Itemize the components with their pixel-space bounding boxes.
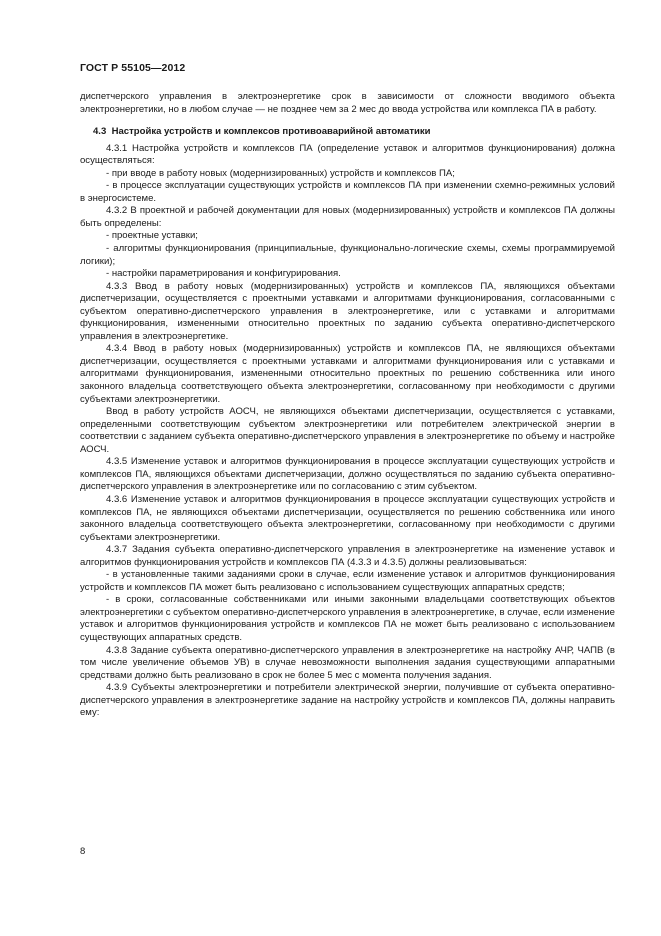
- paragraph-4-3-2: 4.3.2 В проектной и рабочей документации для новых (модернизированных) устройств и комплексов ПА должны быть определены:: [80, 205, 615, 229]
- list-item: - в сроки, согласованные собственниками или иными законными владельцами соответствующих объектов электроэнергетики с субъектом оперативно-диспетчерского управления в электроэнергетике, в случае, если изменение уставок и алгоритмов функционирования устройств и комплексов ПА не может быть реализовано с использованием существующих аппаратных средств.: [80, 594, 615, 643]
- section-heading: [80, 126, 615, 139]
- paragraph-4-3-6: 4.3.6 Изменение уставок и алгоритмов функционирования в процессе эксплуатации существующих устройств и комплексов ПА, не являющихся объектами диспетчеризации, осуществляется по решению собственника или иного законного владельца соответствующего объекта электроэнергетики, согласованному при необходимости с другими субъектами электроэнергетики.: [80, 493, 615, 543]
- paragraph-aosch: Ввод в работу устройств АОСЧ, не являющихся объектами диспетчеризации, осуществляется с уставками, определенными соответствующим субъектом электроэнергетики или потребителем электрической энергии в соответствии с заданием субъекта оперативно-диспетчерского управления в электроэнергетике по объему и настройке АОСЧ.: [80, 406, 615, 455]
- section-number: 4.3: [93, 126, 107, 138]
- list-4-3-7: [80, 569, 615, 644]
- continuation-paragraph: диспетчерского управления в электроэнергетике срок в зависимости от сложности вводимого объекта электроэнергетики, но в любом случае — не позднее чем за 2 мес до ввода устройства или комплекса ПА в работу.: [80, 91, 615, 115]
- list-item: - при вводе в работу новых (модернизированных) устройств и комплексов ПА;: [106, 167, 455, 179]
- paragraph-4-3-9: 4.3.9 Субъекты электроэнергетики и потребители электрической энергии, получившие от субъекта оперативно-диспетчерского управления в электроэнергетике задание на настройку устройств и комплексов ПА, должны направить ему:: [80, 682, 615, 719]
- paragraph-4-3-8: 4.3.8 Задание субъекта оперативно-диспетчерского управления в электроэнергетике на настройку АЧР, ЧАПВ (в том числе увеличение объемов УВ) в случае невозможности выполнения задания существующими аппаратными средствами должно быть реализовано в срок не более 5 мес с момента получения задания.: [80, 644, 615, 681]
- section-title: Настройка устройств и комплексов противоаварийной автоматики: [111, 126, 431, 138]
- list-item: - в установленные такими заданиями сроки в случае, если изменение уставок и алгоритмов функционирования устройств и комплексов ПА может быть реализовано с использованием существующих аппаратных средств;: [80, 569, 615, 593]
- list-4-3-2: [80, 230, 615, 280]
- list-item: - настройки параметрирования и конфигурирования.: [106, 268, 341, 280]
- list-item: - в процессе эксплуатации существующих устройств и комплексов ПА при изменении схемно-режимных условий в энергосистеме.: [80, 180, 615, 204]
- page-number: 8: [80, 846, 86, 857]
- paragraph-4-3-4: 4.3.4 Ввод в работу новых (модернизированных) устройств и комплексов ПА, не являющихся объектами диспетчеризации, осуществляется с проектными уставками и алгоритмами функционирования или с уставками и алгоритмами функционирования, измененными относительно проектных по решению собственника или иного законного владельца соответствующего объекта электроэнергетики, согласованному при необходимости с другими субъектами электроэнергетики.: [80, 343, 615, 405]
- paragraph-4-3-5: 4.3.5 Изменение уставок и алгоритмов функционирования в процессе эксплуатации существующих устройств и комплексов ПА, являющихся объектами диспетчеризации, должно осуществляться по заданию субъекта оперативно-диспетчерского управления в электроэнергетике или по согласованию с этим субъектом.: [80, 456, 615, 493]
- paragraph-4-3-3: 4.3.3 Ввод в работу новых (модернизированных) устройств и комплексов ПА, являющихся объектами диспетчеризации, осуществляется с проектными уставками и алгоритмами функционирования, согласованными с субъектом оперативно-диспетчерского управления в электроэнергетике, или с уставками и алгоритмами функционирования, измененными относительно проектных по заданию субъекта оперативно-диспетчерского управления в электроэнергетике.: [80, 280, 615, 342]
- paragraph-4-3-1: 4.3.1 Настройка устройств и комплексов ПА (определение уставок и алгоритмов функционирования) должна осуществляться:: [80, 142, 615, 167]
- document-body: [80, 91, 615, 720]
- list-item: - алгоритмы функционирования (принципиальные, функционально-логические схемы, схемы программируемой логики);: [80, 243, 615, 267]
- list-4-3-1: [80, 168, 615, 206]
- list-item: - проектные уставки;: [106, 230, 198, 242]
- document-header: ГОСТ Р 55105—2012: [80, 62, 186, 74]
- paragraph-4-3-7: 4.3.7 Задания субъекта оперативно-диспетчерского управления в электроэнергетике на изменение уставок и алгоритмов функционирования устройств и комплексов ПА (4.3.3 и 4.3.5) должны реализовываться:: [80, 544, 615, 568]
